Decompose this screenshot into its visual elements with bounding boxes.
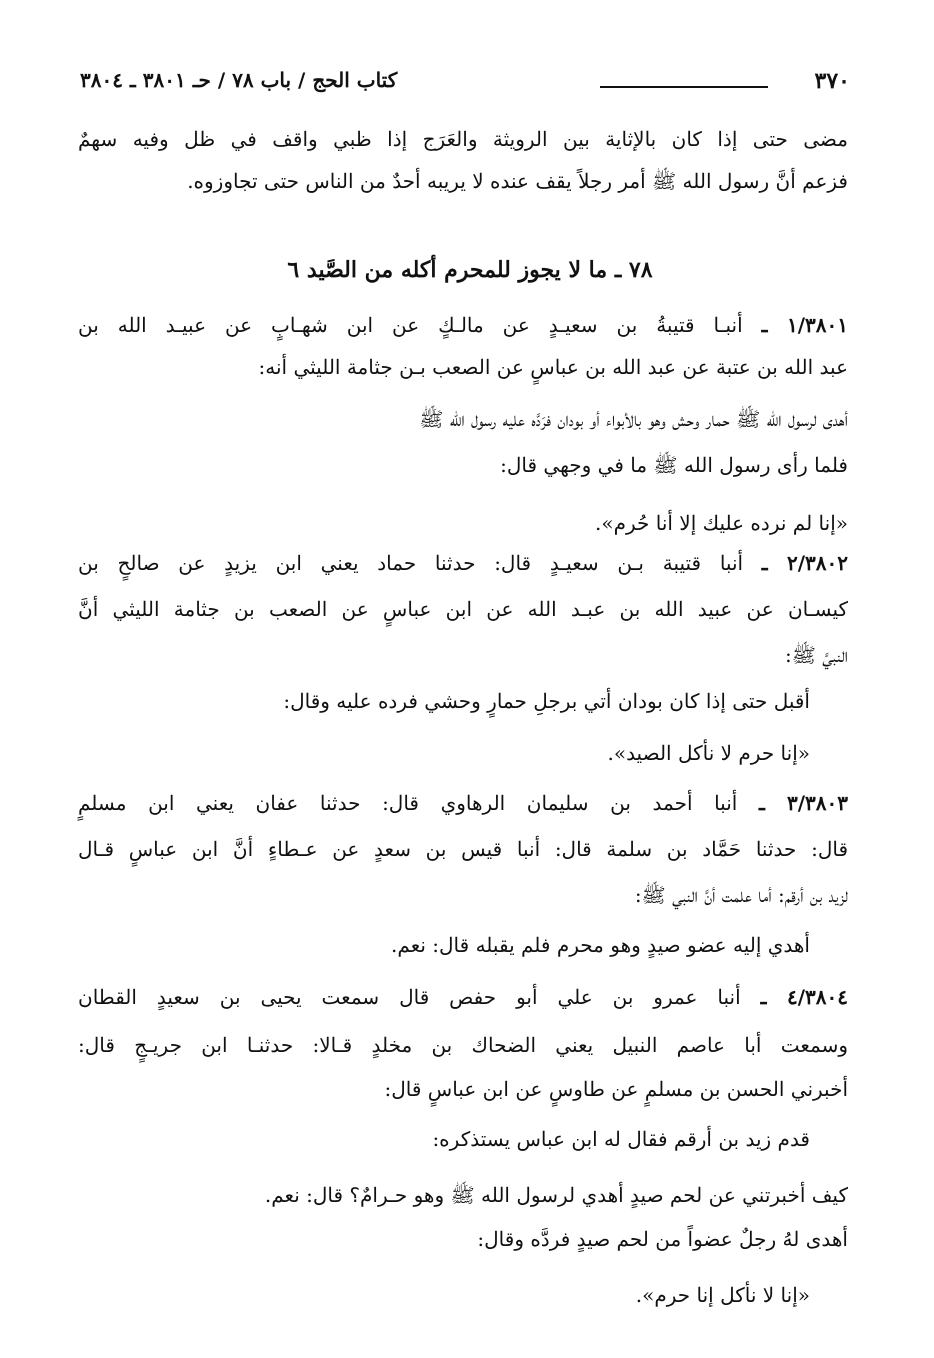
hadith-3801-line-1: [78, 310, 848, 340]
hadith-number: ٤/٣٨٠٤ ـ: [760, 985, 848, 1009]
chapter-heading: ٧٨ ـ ما لا يجوز للمحرم أكله من الصَّيد ٦: [287, 257, 653, 283]
hadith-3802-line-3: النبيَّ ﷺ:: [784, 643, 848, 667]
hadith-3804-line-7: «إنا لا نأكل إنا حرم».: [635, 1283, 810, 1307]
hadith-text: أنبا أحمد بن سليمان الرهاوي قال: حدثنا عفان يعني ابن مسلمٍ: [78, 791, 738, 815]
intro-line-2: فزعم أنَّ رسول الله ﷺ أمر رجلاً يقف عنده لا يريبه أحدٌ من الناس حتى تجاوزوه.: [187, 169, 848, 193]
hadith-3804-line-2: وسمعت أبا عاصم النبيل يعني الضحاك بن مخلدٍ قـالا: حدثنـا ابن جريـجٍ قال:: [78, 1033, 848, 1057]
running-header: [80, 66, 850, 102]
hadith-3802-line-1: [78, 548, 848, 578]
hadith-3801-line-4: فلما رأى رسول الله ﷺ ما في وجهي قال:: [500, 453, 848, 477]
hadith-number: ٢/٣٨٠٢ ـ: [761, 551, 848, 575]
hadith-3804-line-3: أخبرني الحسن بن مسلمٍ عن طاوسٍ عن ابن عباسٍ قال:: [384, 1077, 848, 1101]
hadith-3801-line-2: عبد الله بن عتبة عن عبد الله بن عباسٍ عن الصعب بـن جثامة الليثي أنه:: [258, 355, 848, 379]
hadith-text: أنبا عمرو بن علي أبو حفص قال سمعت يحيى بن سعيدٍ القطان: [78, 985, 741, 1009]
hadith-3802-line-4: أقبل حتى إذا كان بودان أتي برجلِ حمارٍ وحشي فرده عليه وقال:: [283, 689, 810, 713]
hadith-3802-line-2: كيسـان عن عبيد الله بن عبـد الله عن ابن عباسٍ عن الصعب بن جثامة الليثي أنَّ: [78, 597, 848, 621]
hadith-3803-line-1: [78, 788, 848, 818]
hadith-number: ٣/٣٨٠٣ ـ: [758, 791, 849, 815]
hadith-3803-line-3: لزيد بن أرقم: أما علمت أنَّ النبي ﷺ:: [634, 883, 848, 907]
hadith-text: أنبا قتيبة بـن سعيـدٍ قال: حدثنا حماد يعني ابن يزيدٍ عن صالحٍ بن: [78, 551, 744, 575]
intro-line-1: مضى حتى إذا كان بالإثاية بين الرويثة والعَرَج إذا ظبي واقف في ظل وفيه سهمٌ: [78, 127, 848, 151]
running-title: كتاب الحج / باب ٧٨ / حـ ٣٨٠١ ـ ٣٨٠٤: [80, 68, 398, 92]
hadith-3803-line-4: أهدي إليه عضو صيدٍ وهو محرم فلم يقبله قال: نعم.: [391, 933, 810, 957]
page-number: ٣٧٠: [814, 68, 850, 94]
hadith-number: ١/٣٨٠١ ـ: [761, 313, 848, 337]
hadith-3802-line-5: «إنا حرم لا نأكل الصيد».: [607, 741, 810, 765]
hadith-3803-line-2: قال: حدثنا حَمَّاد بن سلمة قال: أنبا قيس بن سعدٍ عن عـطاءٍ أنَّ ابن عباسٍ قـال: [78, 837, 848, 861]
hadith-text: أنبـا قتيبةُ بن سعيـدٍ عن مالـكٍ عن ابن شهـابٍ عن عبيـد الله بن: [78, 313, 743, 337]
hadith-3801-line-5: «إنا لم نرده عليك إلا أنا حُرم».: [595, 511, 848, 535]
hadith-3804-line-1: [78, 982, 848, 1012]
hadith-3804-line-6: أهدى لهُ رجلٌ عضواً من لحم صيدٍ فردَّه وقال:: [477, 1227, 848, 1251]
header-rule: [600, 86, 768, 88]
hadith-3801-line-3: أهدى لرسول الله ﷺ حمار وحش وهو بالأبواء أو بودان فرَدَّه عليه رسول الله ﷺ: [419, 407, 848, 431]
hadith-3804-line-4: قدم زيد بن أرقم فقال له ابن عباس يستذكره:: [432, 1127, 810, 1151]
hadith-3804-line-5: كيف أخبرتني عن لحم صيدٍ أهدي لرسول الله ﷺ وهو حـرامٌ؟ قال: نعم.: [264, 1183, 848, 1207]
